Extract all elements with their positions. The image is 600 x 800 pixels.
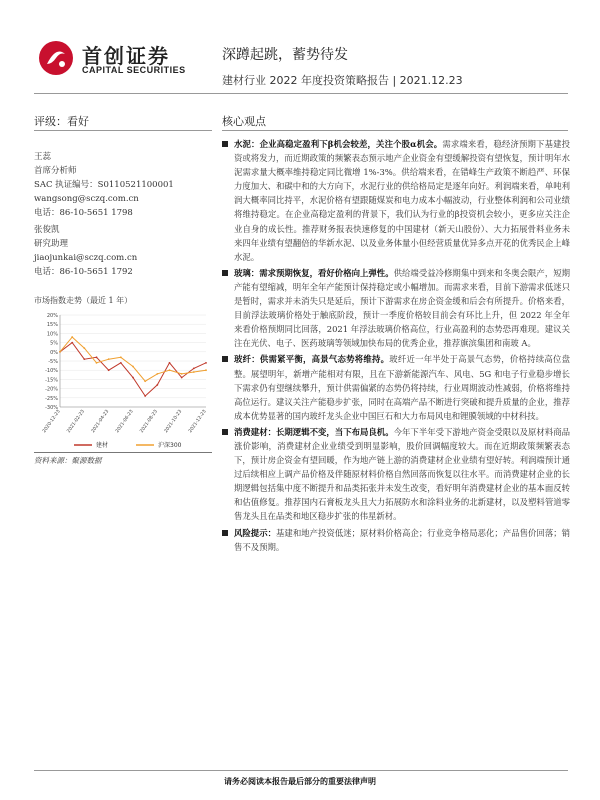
analyst-name: 张俊凯 (34, 225, 60, 235)
data-point (132, 366, 134, 368)
data-point (144, 380, 146, 382)
core-view-heading: 水泥：企业高稳定盈利下β机会较差，关注个股α机会。 (234, 139, 443, 149)
legend-label: 建材 (96, 442, 109, 449)
report-title: 深蹲起跳，蓄势待发 (222, 47, 348, 63)
data-point (156, 373, 158, 375)
data-point (193, 367, 195, 369)
data-point (120, 362, 122, 364)
chart-title: 市场指数走势（最近 1 年） (34, 296, 133, 305)
data-point (71, 342, 73, 344)
x-tick-label: 2021-10-23 (163, 409, 184, 435)
legend-label: 沪深300 (158, 442, 182, 449)
x-tick-label: 2021-02-23 (66, 409, 86, 435)
y-tick-label: -10% (45, 368, 58, 375)
core-view-item (222, 425, 570, 524)
data-point (120, 356, 122, 358)
data-point (71, 336, 73, 338)
source-divider (34, 452, 212, 453)
data-point (96, 356, 98, 358)
data-point (83, 347, 85, 349)
bullet-square-icon (222, 270, 228, 276)
report-subtitle: 建材行业 2022 年度投资策略报告 | 2021.12.23 (222, 74, 463, 87)
y-tick-label: 20% (46, 313, 58, 319)
y-tick-label: 5% (50, 340, 58, 347)
data-point (108, 369, 110, 371)
core-view-heading: 消费建材：长期逻辑不变，当下布局良机。 (234, 426, 394, 437)
bullet-square-icon (222, 356, 228, 362)
logo-text-cn: 首创证券 (82, 44, 170, 68)
core-views-title: 核心观点 (222, 115, 266, 128)
logo-text-en: CAPITAL SECURITIES (82, 65, 186, 75)
footer-divider (34, 770, 568, 771)
core-view-heading: 玻璃：需求预期恢复，看好价格向上弹性。 (234, 267, 394, 278)
core-view-text: 供给端受益冷修期集中到来和冬奥会限产，短期产能有望缩减，明年全年产能预计保持稳定或小幅增加。而需求来看，目前下游需求低迷只是暂时，需求并未消失只是延后，预计下游需求在房企资金缓和后会有所提升。价格来看，目前浮法玻璃价格处于触底阶段，预计一季度价格较目前会有环比上升，但 2022 年全年来看价格预期同比回落，2021 年浮法玻璃价格高位，行业高盈利的态势恐再难现。建议关注在光伏、电子、医药玻璃等领域加快布局的优秀企业，推荐旗滨集团和南玻 A。 (234, 267, 571, 349)
chart-source: 资料来源：聚源数据 (34, 456, 102, 465)
series-line-1 (60, 337, 206, 381)
x-tick-label: 2020-12-23 (42, 409, 62, 435)
core-view-item (222, 137, 570, 264)
series-line-0 (60, 343, 206, 396)
analyst-phone: 电话：86-10-5651 1792 (34, 267, 133, 277)
company-logo (38, 38, 218, 78)
y-tick-label: 10% (46, 331, 58, 338)
y-tick-label: -30% (45, 405, 58, 411)
data-point (193, 371, 195, 373)
x-tick-label: 2021-08-23 (139, 409, 159, 435)
y-tick-label: -5% (48, 359, 58, 365)
core-view-heading: 玻纤：供需紧平衡，高景气态势将维持。 (234, 354, 390, 365)
x-tick-label: 2021-06-23 (115, 409, 135, 435)
y-tick-label: 15% (46, 322, 58, 329)
market-index-chart (34, 309, 212, 454)
core-view-text: 需求端来看，稳经济预期下基建投资或将发力，而近期政策的频繁表态预示地产企业资金有望缓解投资有望恢复，预计明年水泥需求量大概率维持稳定同比微增 1%-3%。供给端来看，在错峰生产政策不断趋严、环保力度加大、和碳中和的大方向下，水泥行业的供给格局定是逐年向好。利润端来看，单吨利润大概率同比持平，水泥价格有望跟随煤炭和电力成本小幅波动，行业整体利润和公司业绩将维持稳定。在企业高稳定盈利的背景下，我们认为行业的β投资机会较小，更多应关注企业自身的成长性。推荐财务报表快速修复的中国建材（新天山股份）、大力拓展骨料业务未来四年业绩有望翻倍的华新水泥、以及业务体量小但经营质量优异多点开花的优秀民企上峰水泥。 (234, 139, 570, 262)
bullet-square-icon (222, 141, 228, 147)
legal-notice: 请务必阅读本报告最后部分的重要法律声明 (224, 776, 376, 786)
x-tick-label: 2021-04-23 (90, 409, 111, 435)
bullet-square-icon (222, 530, 228, 536)
x-tick-label: 2021-12-23 (188, 409, 208, 435)
y-tick-label: -15% (45, 377, 58, 384)
data-point (132, 377, 134, 379)
analyst-block-1 (34, 150, 174, 220)
data-point (169, 369, 171, 371)
data-point (169, 362, 171, 364)
core-view-text: 玻纤近一年半处于高景气态势，价格持续高位盘整。展望明年，新增产能相对有限，且在下游新能源汽车、风电、5G 和电子行业稳步增长下需求仍有望继续攀升，预计供需偏紧的态势仍将持续，行业周期波动性减弱，价格将维持高位运行。建议关注产能稳步扩张，同时在高端产品不断进行突破和提升质量的企业，推荐成本优势显著的国内玻纤龙头企业中国巨石和大力布局风电和锂膜领域的中材科技。 (234, 354, 571, 421)
analyst-name: 王蕊 (34, 152, 52, 162)
analyst-phone: 电话：86-10-5651 1798 (34, 208, 133, 218)
data-point (144, 395, 146, 397)
data-point (156, 384, 158, 386)
data-point (96, 362, 98, 364)
analyst-role: 首席分析师 (34, 166, 77, 176)
analyst-cert: SAC 执证编号：S0110521100001 (34, 180, 174, 190)
data-point (108, 358, 110, 360)
logo-mark-icon (38, 40, 74, 76)
y-tick-label: 0% (50, 349, 58, 356)
core-view-text: 基建和地产投资低迷；原材料价格高企；行业竞争格局恶化；产品售价回落；销售不及预期。 (234, 527, 571, 552)
analyst-email[interactable]: wangsong@sczq.com.cn (34, 194, 139, 204)
y-tick-label: -20% (45, 386, 58, 393)
core-view-item (222, 526, 570, 554)
data-point (59, 351, 61, 353)
data-point (205, 362, 207, 364)
analyst-block-2 (34, 223, 137, 279)
core-view-text: 今年下半年受下游地产资金受限以及原材料商品涨价影响，消费建材企业业绩受到明显影响，股价回调幅度较大。而在近期政策频繁表态下，预计房企资金有望回暖，作为地产链上游的消费建材企业业绩有望好转。利润端预计通过后续相应上调产品价格及伴随原材料价格自然回落而恢复以往水平。而消费建材企业的长期逻辑包括集中度不断提升和品类拓张并未发生改变，看好明年消费建材企业的基本面反转和估值修复。推荐国内石膏板龙头且大力拓展防水和涂料业务的北新建材，以及塑料管道零售龙头且在品类和地区稳步扩张的伟星新材。 (234, 426, 571, 522)
y-tick-label: -25% (45, 395, 58, 402)
core-views-list (222, 137, 570, 556)
analyst-role: 研究助理 (34, 239, 69, 249)
bullet-square-icon (222, 429, 228, 435)
data-point (181, 373, 183, 375)
core-view-heading: 风险提示： (234, 527, 277, 538)
data-point (205, 369, 207, 371)
analyst-email[interactable]: jiaojunkai@sczq.com.cn (34, 253, 138, 263)
header-divider (34, 93, 568, 94)
left-column-divider (34, 130, 212, 131)
right-column-divider (222, 130, 568, 131)
core-view-item (222, 352, 570, 422)
core-view-item (222, 266, 570, 351)
rating-label: 评级：看好 (34, 115, 89, 128)
data-point (181, 377, 183, 379)
data-point (83, 358, 85, 360)
